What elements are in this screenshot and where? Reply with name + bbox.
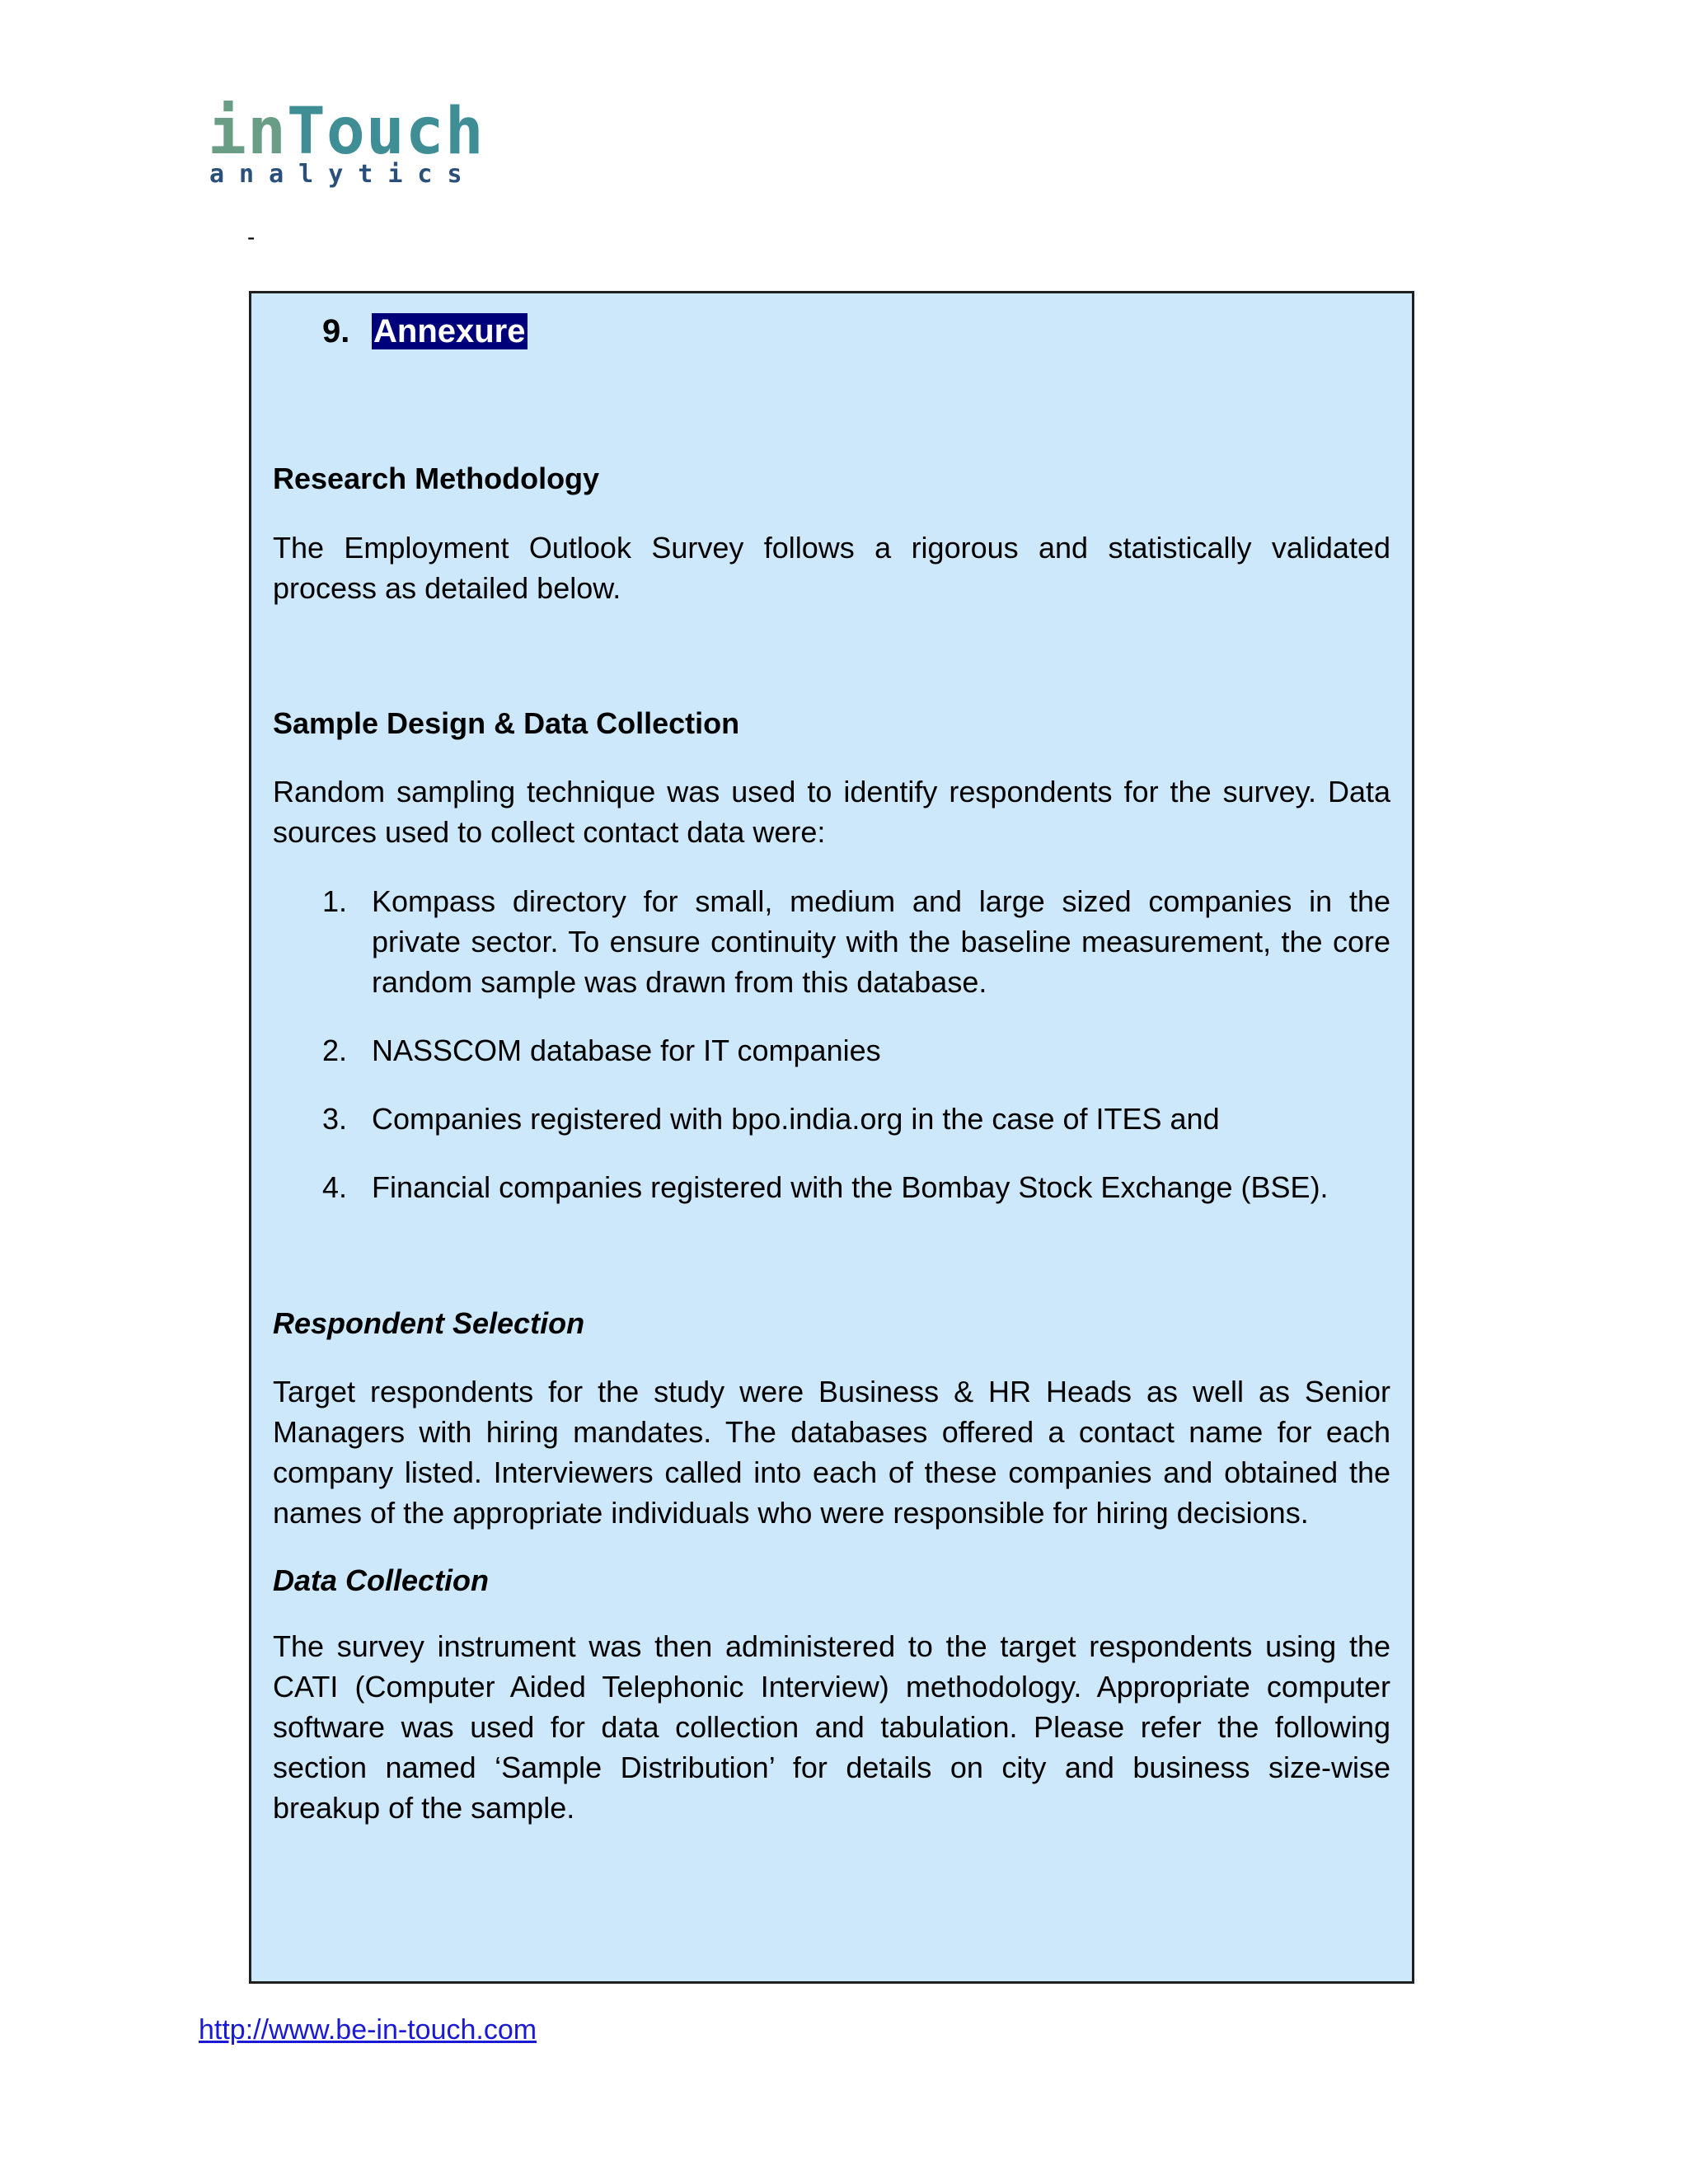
list-item [322, 1167, 1390, 1207]
section-title-text: Annexure [373, 313, 526, 349]
list-item [322, 1030, 1390, 1071]
list-item [322, 881, 1390, 1002]
respondent-selection-heading: Respondent Selection [273, 1306, 585, 1340]
logo-brand [208, 95, 485, 169]
sample-design-heading: Sample Design & Data Collection [273, 706, 740, 740]
list-item-text: NASSCOM database for IT companies [372, 1033, 881, 1067]
logo-tagline: analytics [209, 160, 477, 189]
intouch-analytics-logo [208, 95, 485, 189]
data-collection-text: The survey instrument was then administered to the target respondents using the CATI (Computer Aided Telephonic Interview) methodology. Appropriate computer software was used for data collection and tabulation. Please refer the following section named ‘Sample Distribution’ for details on city and business size-wise breakup of the sample. [273, 1629, 1390, 1825]
website-link[interactable]: http://www.be-in-touch.com [199, 2014, 537, 2046]
annexure-box [249, 291, 1414, 1984]
logo-brand-prefix: in [208, 95, 287, 169]
list-item-text: Companies registered with bpo.india.org in the case of ITES and [372, 1102, 1220, 1136]
section-title [322, 307, 528, 356]
list-item-number: 3. [322, 1102, 348, 1136]
research-methodology-text: The Employment Outlook Survey follows a rigorous and statistically validated process as detailed below. [273, 531, 1390, 605]
list-item-number: 4. [322, 1170, 348, 1204]
logo-brand-main: Touch [286, 95, 485, 169]
list-item [322, 1099, 1390, 1139]
page-marker: - [247, 224, 256, 250]
research-methodology-heading: Research Methodology [273, 462, 600, 495]
list-item-text: Kompass directory for small, medium and large sized companies in the private sector. To ensure continuity with the baseline measurement, the core random sample was drawn from this database. [372, 884, 1390, 999]
list-item-text: Financial companies registered with the Bombay Stock Exchange (BSE). [372, 1170, 1329, 1204]
sample-design-intro: Random sampling technique was used to identify respondents for the survey. Data sources used to collect contact data were: [273, 775, 1390, 849]
list-item-number: 1. [322, 884, 348, 918]
respondent-selection-text: Target respondents for the study were Business & HR Heads as well as Senior Managers with hiring mandates. The databases offered a contact name for each company listed. Interviewers called into each of these companies and obtained the names of the appropriate individuals who were responsible for hiring decisions. [273, 1375, 1390, 1530]
section-number: 9. [322, 313, 350, 349]
list-item-number: 2. [322, 1033, 348, 1067]
data-collection-heading: Data Collection [273, 1563, 490, 1597]
